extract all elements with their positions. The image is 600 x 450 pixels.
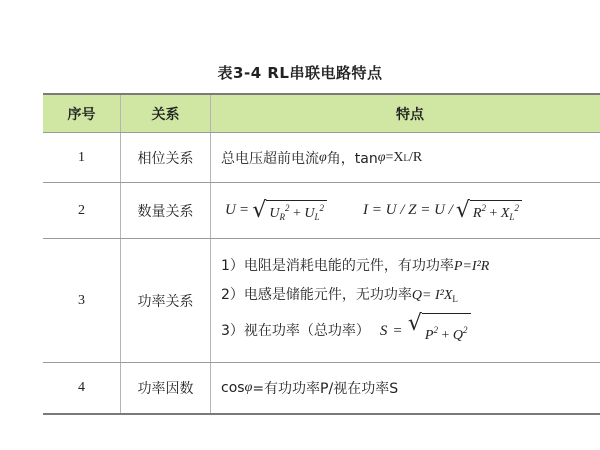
superscript: 2 <box>463 324 468 335</box>
formula-i: I = U / Z = U / <box>363 202 453 218</box>
power-line-2 <box>221 281 458 313</box>
row-no: 3 <box>43 239 121 362</box>
power-line-1 <box>221 252 489 281</box>
feature-text: =有功功率P/视在功率S <box>252 381 399 397</box>
table-row-1 <box>43 133 600 183</box>
feature-text: 总电压超前电流 <box>221 150 319 167</box>
row-relation: 功率关系 <box>121 239 211 362</box>
header-no: 序号 <box>43 95 121 132</box>
row-relation: 功率因数 <box>121 363 211 413</box>
subscript: R <box>279 211 285 222</box>
row-feature <box>211 183 600 238</box>
sqrt-expression: √ $U_R^2 + U_L^2$ <box>252 200 327 222</box>
formula-plus: + <box>292 205 301 221</box>
formula-ul: U <box>304 205 315 221</box>
header-relation: 关系 <box>121 95 211 132</box>
formula-text: Q= I²X <box>411 287 453 303</box>
row-feature <box>211 363 600 413</box>
subscript: L <box>314 211 320 222</box>
phi-symbol: φ <box>319 149 327 165</box>
row-no: 4 <box>43 363 121 413</box>
power-line-3 <box>221 310 471 350</box>
formula-plus: + <box>441 327 450 343</box>
formula-q: Q <box>452 327 464 343</box>
sqrt-expression: √ $P^2 + Q^2$ <box>408 313 471 350</box>
superscript: 2 <box>433 324 438 335</box>
formula-text: P=I²R <box>453 258 490 274</box>
header-feature: 特点 <box>396 106 424 123</box>
superscript: 2 <box>284 202 290 213</box>
table-row-2 <box>43 183 600 239</box>
table-row-3 <box>43 239 600 363</box>
formula-s: S <box>379 323 388 339</box>
formula-text: /R <box>408 149 423 165</box>
formula-text: =X <box>385 149 404 165</box>
feature-text: 1）电阻是消耗电能的元件，有功功率 <box>221 257 454 274</box>
formula-plus: + <box>489 205 498 221</box>
subscript: L <box>509 211 515 222</box>
table-title: 表3-4 RL串联电路特点 <box>217 64 383 82</box>
formula-eq: = <box>393 323 402 339</box>
sqrt-expression: √ $R^2 + X_L^2$ <box>456 200 522 222</box>
row-no: 2 <box>43 183 121 238</box>
formula-r: R <box>472 205 482 221</box>
formula-x: X <box>500 205 510 221</box>
phi-symbol: φ <box>377 149 386 165</box>
row-relation: 数量关系 <box>121 183 211 238</box>
formula-p: P <box>424 327 434 343</box>
superscript: 2 <box>514 202 519 213</box>
row-feature <box>211 239 600 362</box>
formula-u: U <box>225 202 236 218</box>
row-feature <box>211 133 600 182</box>
feature-text: 2）电感是储能元件，无功功率 <box>221 286 412 303</box>
row-relation: 相位关系 <box>121 133 211 182</box>
phi-symbol: φ <box>244 380 253 395</box>
superscript: 2 <box>481 202 486 213</box>
row-no: 1 <box>43 133 121 182</box>
formula-text: cos <box>221 380 245 396</box>
feature-text: 角，tan <box>326 150 378 167</box>
superscript: 2 <box>319 202 325 213</box>
formula-ur: U <box>269 205 280 221</box>
feature-text: 3）视在功率（总功率） <box>221 323 370 339</box>
formula-eq: = <box>239 202 249 218</box>
table-header-row <box>43 93 600 133</box>
subscript: L <box>452 293 458 304</box>
subscript: L <box>403 152 409 163</box>
table-row-4 <box>43 363 600 415</box>
